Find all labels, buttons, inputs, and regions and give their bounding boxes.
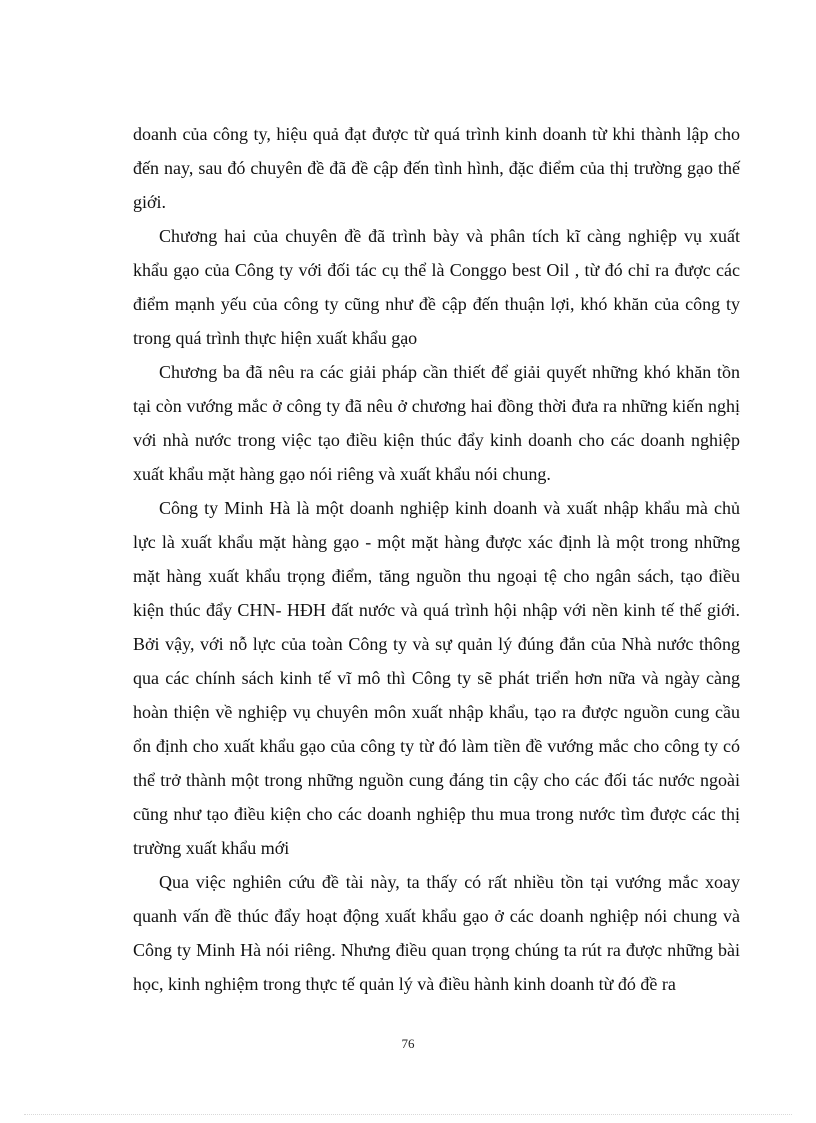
paragraph-2: Chương hai của chuyên đề đã trình bày và phân tích kĩ càng nghiệp vụ xuất khẩu gạo của Công ty với đối tác cụ thể là Conggo best Oil , từ đó chỉ ra được các điểm mạnh yếu của công ty cũng như đề cập đến thuận lợi, khó khăn của công ty trong quá trình thực hiện xuất khẩu gạo: [133, 226, 740, 348]
paragraph-3: Chương ba đã nêu ra các giải pháp cần thiết để giải quyết những khó khăn tồn tại còn vướng mắc ở công ty đã nêu ở chương hai đồng thời đưa ra những kiến nghị với nhà nước trong việc tạo điều kiện thúc đẩy kinh doanh cho các doanh nghiệp xuất khẩu mặt hàng gạo nói riêng và xuất khẩu nói chung.: [133, 362, 740, 484]
body-text: [133, 117, 740, 1001]
paragraph-4: Công ty Minh Hà là một doanh nghiệp kinh doanh và xuất nhập khẩu mà chủ lực là xuất khẩu mặt hàng gạo - một mặt hàng được xác định là một trong những mặt hàng xuất khẩu trọng điểm, tăng nguồn thu ngoại tệ cho ngân sách, tạo điều kiện thúc đẩy CHN- HĐH đất nước và quá trình hội nhập với nền kinh tế thế giới. Bởi vậy, với nỗ lực của toàn Công ty và sự quản lý đúng đắn của Nhà nước thông qua các chính sách kinh tế vĩ mô thì Công ty sẽ phát triển hơn nữa và ngày càng hoàn thiện về nghiệp vụ chuyên môn xuất nhập khẩu, tạo ra được nguồn cung cầu ổn định cho xuất khẩu gạo của công ty từ đó làm tiền đề vướng mắc cho công ty có thể trở thành một trong những nguồn cung đáng tin cậy cho các đối tác nước ngoài cũng như tạo điều kiện cho các doanh nghiệp thu mua trong nước tìm được các thị trường xuất khẩu mới: [133, 498, 740, 858]
paragraph-1: doanh của công ty, hiệu quả đạt được từ quá trình kinh doanh từ khi thành lập cho đến nay, sau đó chuyên đề đã đề cập đến tình hình, đặc điểm của thị trường gạo thế giới.: [133, 124, 740, 212]
footer-divider: [24, 1114, 792, 1115]
page-number: 76: [401, 1036, 415, 1051]
paragraph-5: Qua việc nghiên cứu đề tài này, ta thấy có rất nhiều tồn tại vướng mắc xoay quanh vấn đề thúc đẩy hoạt động xuất khẩu gạo ở các doanh nghiệp nói chung và Công ty Minh Hà nói riêng. Nhưng điều quan trọng chúng ta rút ra được những bài học, kinh nghiệm trong thực tế quản lý và điều hành kinh doanh từ đó đề ra: [133, 872, 740, 994]
